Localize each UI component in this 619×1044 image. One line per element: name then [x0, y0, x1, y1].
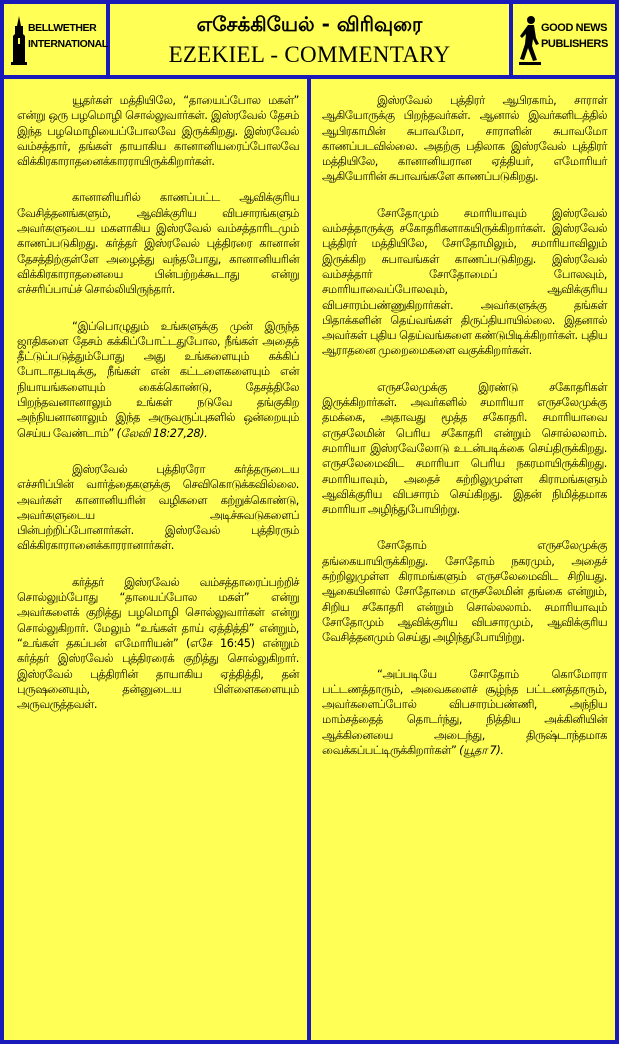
left-column: [4, 79, 307, 1040]
paragraph: இஸ்ரவேல் புத்திரர் ஆபிரகாம், சாராள் ஆகியோருக்கு பிறந்தவர்கள். ஆனால் இவர்களிடத்தில் ஆபிரகாமின் சுபாவமோ, சாராளின் சுபாவமோ காணப்படவில்லை. அதற்கு பதிலாக இஸ்ரவேல் புத்திரர் மத்தியிலே, கானானியரான ஏத்தியர், எமோரியர் ஆகியோரின் சுபாவங்களே காணப்படுகிறது.: [322, 94, 607, 184]
paragraph: இஸ்ரவேல் புத்திரரோ கர்த்தருடைய எச்சரிப்பின் வார்த்தைகளுக்கு செவிகொடுக்கவில்லை. அவர்கள் கானானியரின் வழிகளை கற்றுக்கொண்டு, அவர்களுடைய அடிச்சுவடுகளைப் பின்பற்றிப்போனார்கள். இஸ்ரவேல் புத்திரரும் விக்கிரகாரானைக்காரரானார்கள்.: [17, 462, 299, 553]
bellwether-tower-icon: [10, 14, 28, 66]
bellwether-logo: [4, 4, 106, 75]
paragraph: எருசலேமுக்கு இரண்டு சகோதரிகள் இருக்கிறார்கள். அவர்களில் சமாரியா எருசலேமுக்கு தமக்கை, அதாவது மூத்த சகோதரி. சமாரியாவை எருசலேமின் பெரிய சகோதரி என்றும் சொல்லலாம். சமாரியா இஸ்ரவேலோடு உடன்படிக்கை செய்திருக்கிறது. எருசலேமைவிட சமாரியா பெரிய நகரமாயிருக்கிறது. சமாரியாவும், அதைச் சுற்றிலுமுள்ள கிராமங்களும் ஆவிக்குரிய விபசாரம் செய்கிறது. இதன் நிமித்தமாக சமாரியா அழிந்துபோயிற்று.: [322, 380, 607, 517]
scripture-reference: (லேவி 18:27,28).: [116, 426, 208, 440]
quote-text: “இப்பொழுதும் உங்களுக்கு முன் இருந்த ஜாதிகளை தேசம் கக்கிப்போட்டதுபோல, நீங்கள் அதைத் தீட்டுப்படுத்தும்போது அது உங்களையும் கக்கிப் போடாதபடிக்கு, நீங்கள் என் கட்டளைகளையும் என் நியாயங்களையும் கைக்கொண்டு, தேசத்திலே பிறந்தவனானாலும் உங்கள் நடுவே தங்குகிற அந்நியனானாலும் இந்த அருவருப்புகளில் ஒன்றையும் செய்ய வேண்டாம்”: [17, 319, 299, 440]
right-logo-line2: PUBLISHERS: [541, 38, 608, 50]
page-title-english: EZEKIEL - COMMENTARY: [168, 42, 451, 67]
paragraph: கர்த்தர் இஸ்ரவேல் வம்சத்தாரைப்பற்றிச் சொல்லும்போது “தாயைப்போல மகள்” என்று அவர்களைக் குறித்து பழமொழி சொல்லுவார்கள் என்று சொல்லுகிறார். மேலும் “உங்கள் தாய் ஏத்தித்தி” என்றும், “உங்கள் தகப்பன் எமோரியன்” (எசே 16:45) என்றும் கர்த்தர் இஸ்ரவேல் புத்திரரைக் குறித்து சொல்லுகிறார். இஸ்ரவேல் புத்திரரின் தாயாகிய ஏத்தித்தி, தன் புருஷனையும், தன்னுடைய பிள்ளைகளையும் அருவருத்தவள்.: [17, 575, 299, 712]
good-news-logo: [513, 4, 615, 75]
paragraph: சோதோமும் சமாரியாவும் இஸ்ரவேல் வம்சத்தாருக்கு சகோதரிகளாகயிருக்கிறார்கள். இஸ்ரவேல் புத்திரர் மத்தியிலே, சோதோமிலும், சமாரியாவிலும் இருக்கிற சுபாவங்கள் காணப்படுகிறது. இஸ்ரவேல் வம்சத்தார் சோதோமைப் போலவும், சமாரியாவைப்போலவும், ஆவிக்குரிய விபசாரம்பண்ணுகிறார்கள். அவர்களுக்கு தங்கள் பிதாக்களின் தெய்வங்கள் திருப்தியாயில்லை. இதனால் அவர்கள் புதிய தெய்வங்களை கண்டுபிடிக்கிறார்கள். புதிய ஆராதனை முறைமைகளை வகுக்கிறார்கள்.: [322, 206, 607, 358]
quote-paragraph: [17, 319, 299, 441]
paragraph: யூதர்கள் மத்தியிலே, “தாயைப்போல மகள்” என்று ஒரு பழமொழி சொல்லுவார்கள். இஸ்ரவேல் தேசம் இந்த பழமொழியைப்போலவே இருக்கிறது. இஸ்ரவேல் வம்சத்தார், தங்கள் தாயாகிய கானானியரைப்போலவே விக்கிரகாராதனைக்காரராயிருக்கிறார்கள்.: [17, 94, 299, 169]
paragraph: கானானியரில் காணப்பட்ட ஆவிக்குரிய வேசித்தனங்களும், ஆவிக்குரிய விபசாரங்களும் அவர்களுடைய மகளாகிய இஸ்ரவேல் வம்சத்தாரிடமும் காணப்படுகிறது. கர்த்தர் இஸ்ரவேல் புத்திரரை கானான் தேசத்திற்குள்ளே அழைத்து வந்தபோது, கானானியரின் விக்கிரகாராதனையை பின்பற்றக்கூடாது என்று எச்சரிப்பாய்ச் சொல்லியிருந்தார்.: [17, 191, 299, 297]
quote-paragraph: [322, 667, 607, 759]
left-logo-line1: BELLWETHER: [28, 22, 97, 34]
good-news-runner-icon: [519, 14, 541, 66]
page-title-tamil: எசேக்கியேல் - விரிவுரை: [196, 12, 423, 36]
right-column: [311, 79, 615, 1040]
quote-text: “அப்படியே சோதோம் கொமோரா பட்டணத்தாரும், அவைகளைச் சூழ்ந்த பட்டணத்தாரும், அவர்களைப்போல் விபசாரம்பண்ணி, அந்நிய மாம்சத்தைத் தொடர்ந்து, நித்திய அக்கினியின் ஆக்கினையை அடைந்து, திருஷ்டாந்தமாக வைக்கப்பட்டிருக்கிறார்கள்”: [322, 667, 607, 757]
paragraph: சோதோம் எருசலேமுக்கு தங்கையாயிருக்கிறது. சோதோம் நகரமும், அதைச் சுற்றிலுமுள்ள கிராமங்களும் எருசலேமைவிட சிறியது. ஆகையினால் சோதோமை எருசலேமின் தங்கை என்றும், சிறிய சகோதரி என்றும் சொல்லலாம். சமாரியாவும் சோதோமும் ஆவிக்குரிய விபசாரமும், ஆவிக்குரிய வேசித்தனமும் செய்து அழிந்துபோயிற்று.: [322, 539, 607, 645]
left-logo-line2: INTERNATIONAL: [28, 38, 108, 50]
right-logo-line1: GOOD NEWS: [541, 22, 608, 34]
title-box: [110, 4, 509, 75]
scripture-reference: (யூதா 7).: [459, 743, 504, 757]
